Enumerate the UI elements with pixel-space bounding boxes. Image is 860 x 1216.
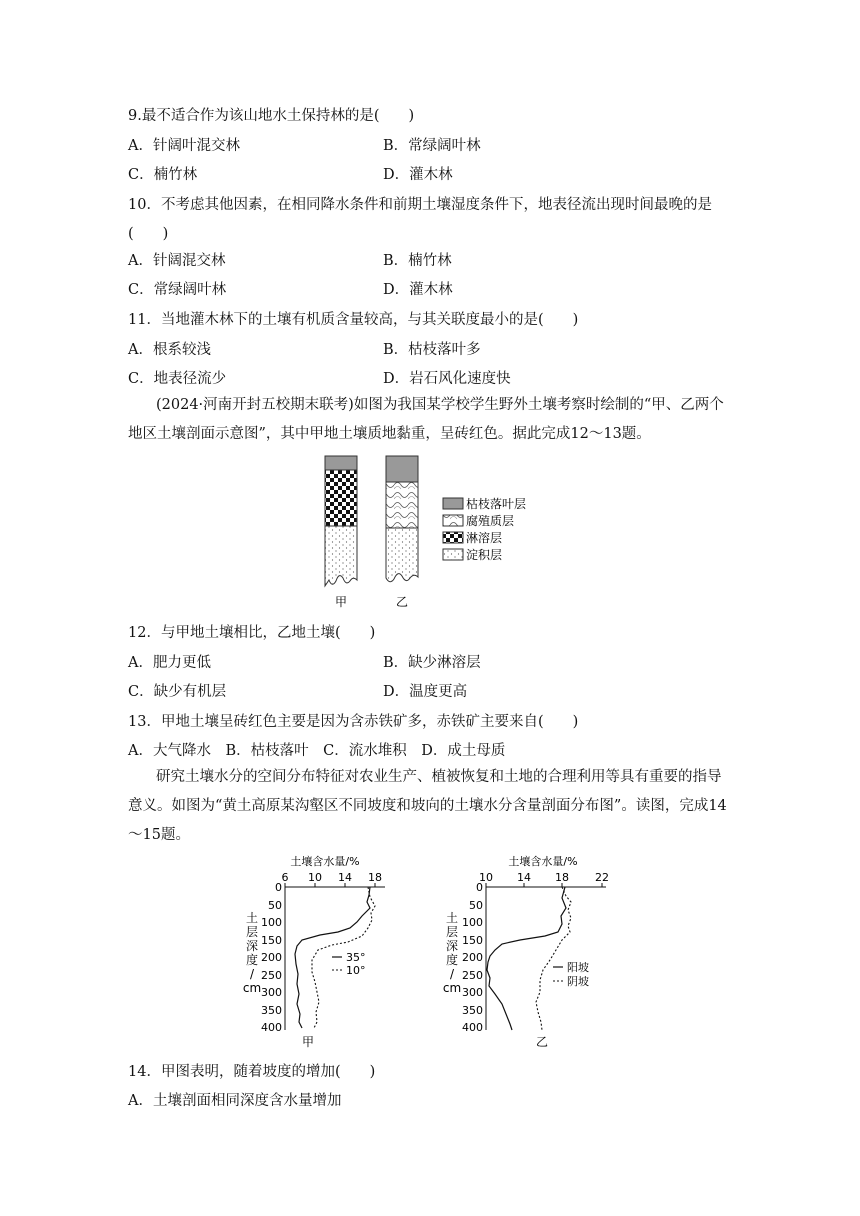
q12-stem: 12．与甲地土壤相比，乙地土壤( ): [128, 625, 376, 641]
ytick-yi-400: 400: [462, 1021, 483, 1034]
q11-option-b: B．枯枝落叶多: [383, 342, 481, 358]
svg-text:cm: cm: [442, 981, 462, 995]
intro-14-15: 研究土壤水分的空间分布特征对农业生产、植被恢复和土地的合理利用等具有重要的指导意义。如图为“黄土高原某沟壑区不同坡度和坡向的土壤水分含量剖面分布图”。读图，完成14～15题。: [128, 769, 727, 843]
ylabel-jia: [243, 910, 261, 995]
ytick-jia-350: 350: [261, 1004, 282, 1017]
q9-option-a: A．针阔叶混交林: [128, 138, 240, 154]
xtick-yi-18: 18: [555, 871, 569, 884]
ytick-jia-400: 400: [261, 1021, 282, 1034]
ytick-jia-150: 150: [261, 934, 282, 947]
soil-legend: [443, 496, 526, 562]
ytick-jia-50: 50: [268, 899, 282, 912]
q10-option-c: C．常绿阔叶林: [128, 282, 227, 298]
ytick-yi-50: 50: [469, 899, 483, 912]
svg-text:层: 层: [245, 925, 259, 939]
q12-option-a: A．肥力更低: [128, 655, 211, 671]
label-jia: 甲: [334, 595, 348, 609]
xtick-yi-14: 14: [517, 871, 531, 884]
panel-jia-title: 土壤含水量/%: [290, 855, 360, 868]
ytick-jia-100: 100: [261, 916, 282, 929]
q10-option-a: A．针阔混交林: [128, 253, 226, 269]
ytick-yi-100: 100: [462, 916, 483, 929]
q12-option-b: B．缺少淋溶层: [383, 655, 481, 671]
q10-stem-cont: ( ): [128, 226, 169, 242]
legend-litter-layer: 枯枝落叶层: [466, 497, 527, 511]
xtick-jia-18: 18: [368, 871, 382, 884]
svg-text:度: 度: [445, 953, 459, 967]
q12-option-c: C．缺少有机层: [128, 684, 227, 700]
ytick-yi-250: 250: [462, 969, 483, 982]
legend-deposition-layer: 淀积层: [466, 548, 503, 562]
q9-stem: 9.最不适合作为该山地水土保持林的是( ): [128, 108, 415, 124]
profile-jia: [325, 456, 357, 586]
q11-stem: 11．当地灌木林下的土壤有机质含量较高，与其关联度最小的是( ): [128, 312, 579, 328]
q11-option-c: C．地表径流少: [128, 371, 227, 387]
ytick-yi-0: 0: [476, 881, 483, 894]
panel-jia: [243, 854, 385, 1049]
q10-stem: 10．不考虑其他因素，在相同降水条件和前期土壤湿度条件下，地表径流出现时间最晚的是: [128, 197, 712, 213]
ytick-jia-300: 300: [261, 986, 282, 999]
ytick-jia-0: 0: [275, 881, 282, 894]
svg-text:cm: cm: [242, 981, 262, 995]
svg-text:度: 度: [245, 953, 259, 967]
label-yi: 乙: [395, 595, 409, 609]
q11-option-d: D．岩石风化速度快: [383, 371, 511, 387]
xtick-jia-14: 14: [338, 871, 352, 884]
q10-option-d: D．灌木林: [383, 282, 453, 298]
legend-leaching-layer: 淋溶层: [466, 531, 503, 545]
legend-shady-slope: 阴坡: [567, 975, 589, 988]
ytick-yi-300: 300: [462, 986, 483, 999]
panel-jia-label: 甲: [301, 1035, 315, 1049]
legend-10-degree: 10°: [346, 964, 366, 977]
ytick-yi-150: 150: [462, 934, 483, 947]
ytick-jia-250: 250: [261, 969, 282, 982]
ytick-yi-350: 350: [462, 1004, 483, 1017]
svg-text:深: 深: [245, 939, 259, 953]
q14-option-a: A．土壤剖面相同深度含水量增加: [128, 1093, 342, 1109]
svg-text:土: 土: [245, 911, 259, 925]
q13-options: A．大气降水 B．枯枝落叶 C．流水堆积 D．成土母质: [128, 743, 506, 759]
xtick-yi-22: 22: [595, 871, 609, 884]
xtick-yi-10: 10: [479, 871, 493, 884]
xtick-jia-10: 10: [308, 871, 322, 884]
q9-option-d: D．灌木林: [383, 167, 453, 183]
ylabel-yi: [443, 910, 461, 995]
intro-12-13: (2024·河南开封五校期末联考)如图为我国某学校学生野外土壤考察时绘制的“甲、乙两个地区土壤剖面示意图”，其中甲地土壤质地黏重，呈砖红色。据此完成12～13题。: [128, 397, 724, 442]
svg-text:深: 深: [445, 939, 459, 953]
series-sunny-slope: [487, 887, 566, 1030]
svg-text:/: /: [449, 967, 455, 981]
panel-yi-label: 乙: [535, 1035, 549, 1049]
xtick-jia-6: 6: [281, 871, 289, 884]
q13-stem: 13．甲地土壤呈砖红色主要是因为含赤铁矿多，赤铁矿主要来自( ): [128, 714, 579, 730]
panel-yi-title: 土壤含水量/%: [508, 855, 578, 868]
q10-option-b: B．楠竹林: [383, 253, 452, 269]
q9-option-b: B．常绿阔叶林: [383, 138, 481, 154]
q12-option-d: D．温度更高: [383, 684, 468, 700]
profile-yi: [386, 456, 418, 582]
q9-option-c: C．楠竹林: [128, 167, 198, 183]
svg-text:土: 土: [445, 911, 459, 925]
svg-text:层: 层: [445, 925, 459, 939]
svg-text:/: /: [249, 967, 255, 981]
legend-35-degree: 35°: [346, 951, 366, 964]
q14-stem: 14．甲图表明，随着坡度的增加( ): [128, 1064, 376, 1080]
legend-sunny-slope: 阳坡: [567, 961, 589, 974]
q11-option-a: A．根系较浅: [128, 342, 211, 358]
soil-profile-figure: [310, 450, 550, 615]
legend-humus-layer: 腐殖质层: [466, 514, 515, 528]
soil-moisture-figure: [240, 850, 630, 1050]
panel-yi: [443, 854, 609, 1049]
ytick-jia-200: 200: [261, 951, 282, 964]
ytick-yi-200: 200: [462, 951, 483, 964]
series-10-degree: [312, 887, 375, 1028]
